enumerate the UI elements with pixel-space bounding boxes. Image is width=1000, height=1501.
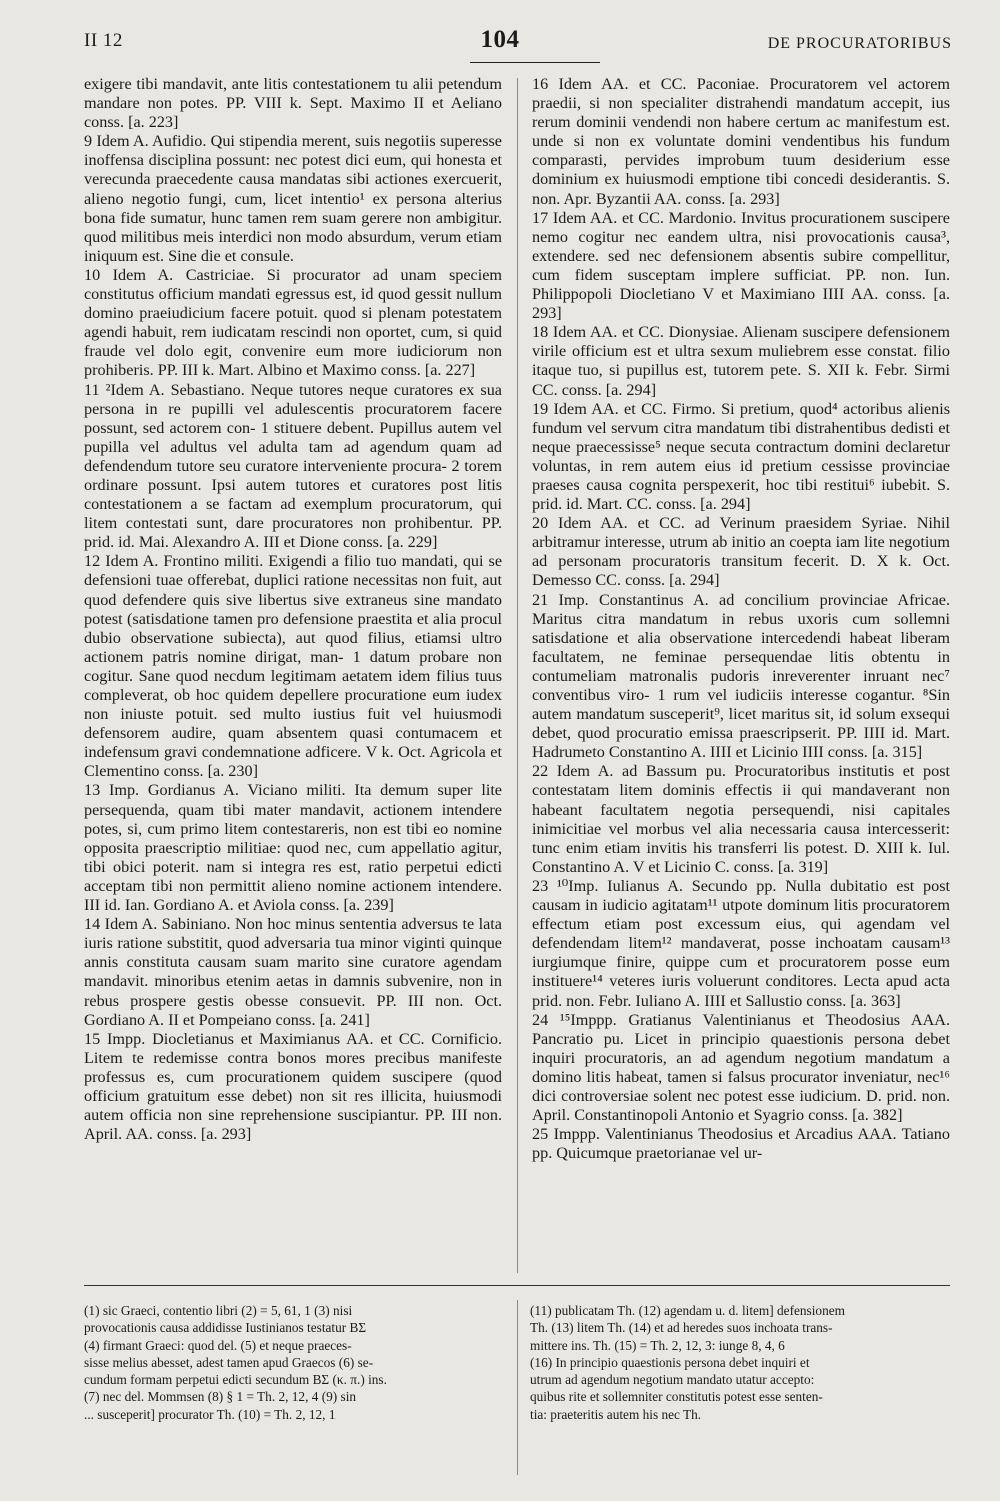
footnote-line: utrum ad agendum negotium mandato utatur accepto: xyxy=(530,1372,815,1388)
header-rule xyxy=(470,62,600,63)
footnote-line: (1) sic Graeci, contentio libri (2) = 5, 61, 1 (3) nisi xyxy=(84,1303,353,1318)
footnotes-right xyxy=(530,1302,950,1423)
text-paragraph: exigere tibi mandavit, ante litis contestationem tu alii petendum mandare non potes. PP. VIII k. Sept. Maximo II et Aeliano conss. [a. 223] xyxy=(84,75,502,132)
footnote-line: (11) publicatam Th. (12) agendam u. d. litem] defensionem xyxy=(530,1303,845,1318)
footnote-line: cundum formam perpetui edicti secundum BΣ (κ. π.) ins. xyxy=(84,1372,387,1388)
footnote-divider xyxy=(517,1300,518,1475)
section-title: DE PROCURATORIBUS xyxy=(767,35,952,52)
footnote-line: (16) In principio quaestionis persona debet inquiri et xyxy=(530,1354,810,1370)
footnote-line: (4) firmant Graeci: quod del. (5) et neque praeces- xyxy=(84,1337,352,1353)
left-text-column xyxy=(84,75,502,1144)
text-paragraph: 14 Idem A. Sabiniano. Non hoc minus sententia adversus te lata iuris ratione substitit, quod adversaria tua minor viginti quinque annis constituta causam suam marito sine curatore agendam mandavit. minoribus etenim aetas in damnis subvenire, non in rebus prospere gestis obesse consuevit. PP. III non. Oct. Gordiano A. II et Pompeiano conss. [a. 241] xyxy=(84,915,502,1029)
right-text-column xyxy=(532,75,950,1163)
footnote-line: ... susceperit] procurator Th. (10) = Th. 2, 12, 1 xyxy=(84,1406,336,1422)
text-paragraph: 20 Idem AA. et CC. ad Verinum praesidem Syriae. Nihil arbitramur interesse, utrum ab initio an coepta iam lite negotium ad personam procuratoris transitum fecerit. D. X k. Oct. Demesso CC. conss. [a. 294] xyxy=(532,514,950,590)
footnote-line: mittere ins. Th. (15) = Th. 2, 12, 3: iunge 8, 4, 6 xyxy=(530,1337,785,1353)
footnote-line: provocationis causa addidisse Iustinianos testatur BΣ xyxy=(84,1320,367,1336)
column-divider xyxy=(517,78,518,1273)
text-paragraph: 16 Idem AA. et CC. Paconiae. Procuratorem vel actorem praedii, si non specialiter distrahendi mandatum accepit, ius rerum dominii vendendi non habere certum ac manifestum est. unde si non ex voluntate domini vendentibus his fundum comparasti, pervides improbum tuum desiderium esse dominium ex huiusmodi emptione tibi concedi desiderantis. S. non. Apr. Byzantii AA. conss. [a. 293] xyxy=(532,75,950,208)
footnote-rule xyxy=(84,1285,950,1286)
text-paragraph: 12 Idem A. Frontino militi. Exigendi a filio tuo mandati, qui se defensioni tuae offerebat, duplici ratione necessitas non fuit, aut quod defendere quis sive libertus sive extraneus sine mandato potest (satisdatione tamen pro defensione praestita et alia procul dubio observatione subiecta), aut quod filius, etiamsi ultro actionem patris nomine dirigat, man- 1 datum probare non cogitur. Sane quod necdum legitimam aetatem idem filius tuus compleverat, ob hoc quidem depellere procuratione eum iudex non iniuste potuit. sed multo iustius fuit vel huiusmodi defensorem audire, quam absentem quasi contumacem et indefensum gravi condemnatione adficere. V k. Oct. Agricola et Clementino conss. [a. 230] xyxy=(84,552,502,781)
text-paragraph: 13 Imp. Gordianus A. Viciano militi. Ita demum super lite persequenda, quam tibi mater mandavit, actionem intendere potes, si, cum primo litem contestareris, non est tibi eo nomine opposita praescriptio militiae: quod nec, cum appellatio agitur, tibi obici poterit. nam si integra res est, ratio perpetui edicti acceptam tibi non permittit alieno nomine actionem intendere. III id. Ian. Gordiano A. et Aviola conss. [a. 239] xyxy=(84,781,502,915)
text-paragraph: 21 Imp. Constantinus A. ad concilium provinciae Africae. Maritus citra mandatum in rebus uxoris cum sollemni satisdatione et alia observatione intercedendi habeat liberam facultatem, ne feminae persequendae litis obtentu in contumeliam matronalis pudoris inreverenter inruant nec⁷ conventibus viro- 1 rum vel iudiciis interesse cogantur. ⁸Sin autem mandatum susceperit⁹, licet maritus sit, id solum exsequi debet, quod procuratio emissa praescripserit. PP. IIII id. Mart. Hadrumeto Constantino A. IIII et Licinio IIII conss. [a. 315] xyxy=(532,590,950,762)
text-paragraph: 17 Idem AA. et CC. Mardonio. Invitus procurationem suscipere nemo cogitur nec eandem ultra, nisi provocationis causa³, extendere. sed nec defensionem absentis subire compellitur, cum fidem susceptam implere sufficiat. PP. non. Iun. Philippopoli Diocletiano V et Maximiano IIII AA. conss. [a. 293] xyxy=(532,208,950,323)
text-paragraph: 18 Idem AA. et CC. Dionysiae. Alienam suscipere defensionem virile officium est et ultra sexum muliebrem esse constat. filio itaque tuo, si pupillus est, tutorem pete. S. XII k. Febr. Sirmi CC. conss. [a. 294] xyxy=(532,323,950,399)
text-paragraph: 9 Idem A. Aufidio. Qui stipendia merent, suis negotiis superesse inoffensa disciplina possunt: nec potest dici eum, qui honesta et verecunda praecedente causa mandatas sibi actiones exercuerit, alieno negotio fungi, cum, licet intentio¹ ex persona alterius bona fide sumatur, hunc tamen rem suam gerere non ambigitur. quod militibus meis interdici non modo absurdum, verum etiam iniquum est. Sine die et consule. xyxy=(84,132,502,265)
text-paragraph: 15 Impp. Diocletianus et Maximianus AA. et CC. Cornificio. Litem te redemisse contra bonos mores precibus manifeste professus es, cum procurationem quidem suscipere (quod officium gratuitum esse debet) non sit res illicita, huiusmodi autem officia non sine reprehensione suscipiantur. PP. III non. April. AA. conss. [a. 293] xyxy=(84,1029,502,1144)
text-paragraph: 25 Imppp. Valentinianus Theodosius et Arcadius AAA. Tatiano pp. Quicumque praetorianae vel ur- xyxy=(532,1125,950,1163)
text-paragraph: 10 Idem A. Castriciae. Si procurator ad unam speciem constitutus officium mandati egressus est, id quod gessit nullum domino praeiudicium facere potuit. quod si plenam potestatem agendi habuit, rem iudicatam rescindi non oportet, cum, si quid fraude vel dolo egit, convenire eum more iudiciorum non prohiberis. PP. III k. Mart. Albino et Maximo conss. [a. 227] xyxy=(84,265,502,380)
footnote-line: Th. (13) litem Th. (14) et ad heredes suos inchoata trans- xyxy=(530,1320,833,1336)
footnote-line: tia: praeteritis autem his nec Th. xyxy=(530,1406,702,1422)
text-paragraph: 11 ²Idem A. Sebastiano. Neque tutores neque curatores ex sua persona in re pupilli vel adulescentis procuratorem facere possunt, sed actorem con- 1 stituere debent. Pupillus autem vel pupilla vel adultus vel adulta tam ad agendum quam ad defendendum tutore seu curatore interveniente procura- 2 torem ordinare possunt. Ipsi autem tutores et curatores post litis contestationem a se factam ad exemplum procuratorum, qui litem contestati sunt, dare procuratores non prohibentur. PP. prid. id. Mai. Alexandro A. III et Dione conss. [a. 229] xyxy=(84,380,502,552)
text-paragraph: 19 Idem AA. et CC. Firmo. Si pretium, quod⁴ actoribus alienis fundum vel servum citra mandatum tibi distrahentibus dedisti et neque praecessisse⁵ neque secuta contractum domini declaretur voluntas, in rem autem eius id pretium cessisse provinciae praeses causa cognita perspexerit, hoc tibi restitui⁶ iubebit. S. prid. id. Mart. CC. conss. [a. 294] xyxy=(532,399,950,514)
footnote-line: sisse melius abesset, adest tamen apud Graecos (6) se- xyxy=(84,1354,374,1370)
text-paragraph: 24 ¹⁵Imppp. Gratianus Valentinianus et Theodosius AAA. Pancratio pu. Licet in principio quaestionis persona debet inquiri procuratoris, an ad agendum negotium mandatum a domino litis habeat, tamen si falsus procurator inveniatur, nec¹⁶ dici controversiae solent nec potest esse iudicium. D. prid. non. April. Constantinopoli Antonio et Syagrio conss. [a. 382] xyxy=(532,1010,950,1125)
text-paragraph: 23 ¹⁰Imp. Iulianus A. Secundo pp. Nulla dubitatio est post causam in iudicio agitatam¹¹ utpote dominum litis procuratorem effectum etiam post excessum eius, qui agendam vel defendendam litem¹² mandaverat, posse inchoatam causam¹³ iurgiumque finire, quippe cum et procuratorem posse eum instituere¹⁴ veteres iuris voluerunt conditores. Lecta apud acta prid. non. Febr. Iuliano A. IIII et Sallustio conss. [a. 363] xyxy=(532,876,950,1010)
footnote-line: (7) nec del. Mommsen (8) § 1 = Th. 2, 12, 4 (9) sin xyxy=(84,1389,357,1405)
footnote-line: quibus rite et sollemniter constitutis potest esse senten- xyxy=(530,1389,823,1405)
book-title-marker: II 12 xyxy=(84,30,123,51)
text-paragraph: 22 Idem A. ad Bassum pu. Procuratoribus institutis et post contestatam litem dominis effectis ii qui mandaverant non habeant facultatem negotia persequendi, nisi capitales inimicitiae vel morbus vel alia necessaria causa intercesserit: tunc enim etiam invitis his transferri lis potest. D. XIII k. Iul. Constantino A. V et Licinio C. conss. [a. 319] xyxy=(532,762,950,876)
footnotes-left xyxy=(84,1302,504,1423)
page-number: 104 xyxy=(480,26,520,53)
